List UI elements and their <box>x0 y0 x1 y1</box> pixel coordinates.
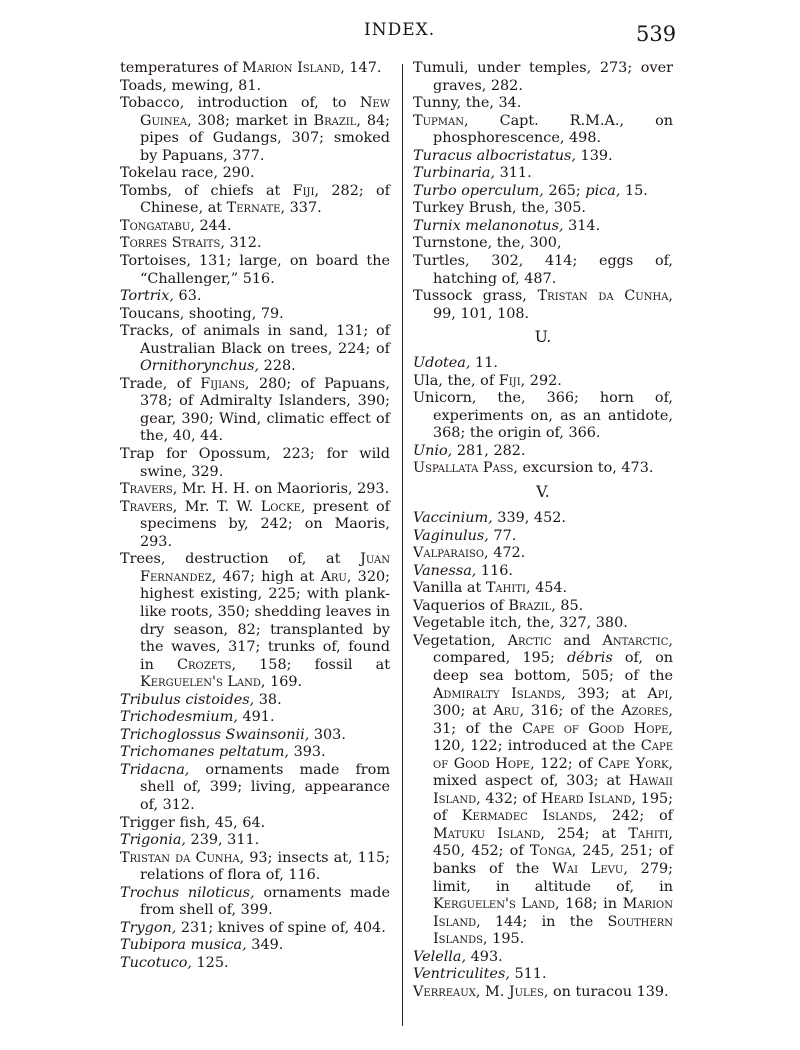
entry-text: 31; of the <box>433 720 523 737</box>
entry-text: 15. <box>620 182 648 199</box>
small-caps-term: Tahiti, <box>628 825 673 842</box>
index-entry <box>413 580 673 598</box>
index-entry <box>413 563 673 581</box>
small-caps-term: Valparaiso, <box>413 545 489 562</box>
entry-text: 85. <box>555 597 584 614</box>
small-caps-term: Torres Straits, <box>120 235 225 252</box>
index-entry <box>413 288 673 323</box>
italic-term: Tribulus cistoides, <box>120 691 255 708</box>
index-entry <box>413 528 673 546</box>
left-index-column <box>120 60 390 972</box>
small-caps-term: Kerguelen's Land, <box>433 896 560 913</box>
page-header <box>0 18 800 52</box>
section-letter-heading: U. <box>534 328 552 347</box>
entry-text: Tumuli, under temples, 273; over graves, 282. <box>413 60 673 94</box>
entry-text: 467; high at <box>216 568 321 585</box>
italic-term: Vaginulus, <box>413 527 489 544</box>
italic-term: Ornithorynchus, <box>140 358 260 375</box>
entry-text: 122; of <box>534 755 598 772</box>
small-caps-term: Fijians, <box>200 375 250 392</box>
italic-term: Turacus albocristatus, <box>413 147 576 164</box>
small-caps-term: Southern Islands, <box>433 913 673 948</box>
small-caps-term: Tongatabu, <box>120 217 195 234</box>
italic-term: débris <box>566 650 613 667</box>
small-caps-term: Aru, <box>320 568 352 585</box>
italic-term: Turbinaria, <box>413 165 496 182</box>
italic-term: Trichomanes peltatum, <box>120 744 290 761</box>
index-entry <box>120 727 390 745</box>
entry-text: 93; insects at, 115; relations of flora of, 116. <box>140 849 390 884</box>
entry-text: 303. <box>309 726 346 743</box>
index-entry <box>120 551 390 691</box>
index-entry <box>120 920 390 938</box>
italic-term: Vanessa, <box>413 562 477 579</box>
entry-text: 228. <box>259 358 296 375</box>
entry-text: 242; of <box>597 808 673 825</box>
entry-text: ornaments made from shell of, 399. <box>140 884 390 919</box>
index-entry <box>413 148 673 166</box>
entry-text: 116. <box>476 562 513 579</box>
entry-text: 393; at <box>565 685 648 702</box>
index-entry <box>413 253 673 288</box>
italic-term: Unio, <box>413 442 453 459</box>
small-caps-term: Uspallata Pass, <box>413 460 518 477</box>
entry-text: 279; limit, in altitude of, in <box>433 860 674 895</box>
entry-text: compared, 195; <box>433 650 567 667</box>
index-entry <box>413 510 673 528</box>
entry-text: Vegetable itch, the, 327, 380. <box>413 615 628 632</box>
entry-text: temperatures of <box>120 60 243 76</box>
entry-text: Mr. T. W. <box>177 498 261 515</box>
small-caps-term: Arctic <box>507 632 552 649</box>
index-entry <box>413 615 673 633</box>
entry-text: 282; of Chinese, at <box>140 182 390 217</box>
small-caps-term: Juan Fernandez, <box>140 551 390 585</box>
entry-text: Tortoises, 131; large, on board the “Challenger,” 516. <box>120 253 390 287</box>
small-caps-term: Azores, <box>621 703 673 720</box>
index-entry <box>413 373 673 391</box>
index-entry <box>413 390 673 443</box>
index-entry <box>413 355 673 373</box>
entry-text: 472. <box>488 545 526 562</box>
index-entry <box>120 218 390 236</box>
index-entry <box>413 984 673 1002</box>
entry-text: 99, 101, 108. <box>433 305 530 322</box>
small-caps-term: Admiralty Islands, <box>433 685 566 702</box>
entry-text: Toucans, shooting, 79. <box>120 305 284 322</box>
entry-text: 454. <box>530 580 568 597</box>
entry-text: 254; at <box>545 825 629 842</box>
small-caps-term: Tristan da Cunha, <box>537 288 673 305</box>
index-entry <box>120 499 390 552</box>
index-entry <box>413 598 673 616</box>
small-caps-term: Tonga, <box>529 843 577 860</box>
entry-text: 195; of <box>433 790 673 825</box>
small-caps-term: Brazil, <box>508 597 556 614</box>
section-letter-heading: V. <box>536 483 550 502</box>
index-entry <box>120 832 390 850</box>
entry-text: Trade, of <box>120 375 201 392</box>
entry-text: Turkey Brush, the, 305. <box>413 200 586 217</box>
italic-term: Vaccinium, <box>413 510 493 527</box>
small-caps-term: Locke, <box>260 498 306 515</box>
small-caps-term: Matuku Island, <box>433 825 545 842</box>
small-caps-term: Kermadec Islands, <box>461 808 598 825</box>
small-caps-term: Brazil, <box>313 112 361 129</box>
entry-text: on turacou 139. <box>548 983 669 1000</box>
entry-text: 245, 251; of banks of the <box>433 843 673 877</box>
small-caps-term: Travers, <box>120 481 178 498</box>
small-caps-term: Hawaii Island, <box>433 773 673 807</box>
index-entry <box>413 60 673 95</box>
entry-text: Tracks, of animals in sand, 131; of Australian Black on trees, 224; of <box>120 323 390 357</box>
entry-text: 320; highest existing, 225; with plank-like roots, 350; shedding leaves in dry season, 82; transplanted by the waves, 317; trunks of, found in <box>140 568 391 673</box>
italic-term: Turbo operculum, <box>413 182 544 199</box>
index-entry <box>120 955 390 973</box>
small-caps-term: Ternate, <box>226 200 286 217</box>
italic-term: Velella, <box>413 948 467 965</box>
index-entry <box>120 183 390 218</box>
entry-text: 432; of <box>480 790 542 807</box>
index-entry <box>120 692 390 710</box>
index-entry <box>120 709 390 727</box>
index-entry <box>120 885 390 920</box>
index-entry <box>120 235 390 253</box>
entry-text: Mr. H. H. on Maorioris, 293. <box>177 481 390 498</box>
entry-text: Tombs, of chiefs at <box>120 182 293 199</box>
entry-text: 311. <box>495 165 532 182</box>
italic-term: pica, <box>585 182 621 199</box>
index-entry <box>120 165 390 183</box>
entry-text: ornaments made from shell of, 399; living, appearance of, 312. <box>140 761 390 813</box>
index-entry <box>413 200 673 218</box>
right-index-column <box>413 60 673 1001</box>
small-caps-term: Travers, <box>120 498 178 515</box>
small-caps-term: Cape York, <box>597 755 674 772</box>
index-entry <box>120 762 390 815</box>
small-caps-term: Tahiti, <box>485 580 531 597</box>
entry-text: 337. <box>285 200 322 217</box>
index-entry <box>120 60 390 78</box>
small-caps-term: Antarctic, <box>602 632 673 649</box>
entry-text: present of specimens by, 242; on Maoris, 293. <box>140 498 390 550</box>
entry-text: Toads, mewing, 81. <box>120 77 262 94</box>
entry-text: 265; <box>543 182 586 199</box>
entry-text: 300; at <box>433 703 494 720</box>
entry-text: 292. <box>525 372 562 389</box>
index-entry <box>413 966 673 984</box>
small-caps-term: Api, <box>647 685 673 702</box>
small-caps-term: Kerguelen's Land, <box>140 674 266 691</box>
entry-text: Tussock grass, <box>413 288 538 305</box>
small-caps-term: Fiji, <box>498 372 526 389</box>
entry-text: Trap for Opossum, 223; for wild swine, 329. <box>120 446 390 480</box>
column-divider <box>402 64 403 1026</box>
entry-text: 125. <box>191 954 229 971</box>
entry-text: of, on deep sea bottom, 505; of the <box>433 650 673 684</box>
index-entry <box>413 95 673 113</box>
italic-term: Udotea, <box>413 355 471 372</box>
entry-text: 312. <box>224 235 262 252</box>
index-entry <box>413 443 673 461</box>
entry-text: 168; in <box>559 896 623 913</box>
italic-term: Trichodesmium, <box>120 709 238 726</box>
entry-text: 77. <box>488 527 517 544</box>
small-caps-term: Tupman, <box>413 112 469 129</box>
index-entry <box>413 218 673 236</box>
entry-text: mixed aspect of, 303; at <box>433 773 629 790</box>
index-entry <box>413 545 673 563</box>
small-caps-term: Fiji, <box>292 182 320 199</box>
entry-text: Turtles, 302, 414; eggs of, hatching of, 487. <box>413 253 673 287</box>
index-entry <box>120 744 390 762</box>
entry-text: Trees, destruction of, at <box>120 551 361 568</box>
index-entry <box>120 253 390 288</box>
index-entry <box>413 949 673 967</box>
small-caps-term: Cape of Good Hope, <box>433 738 673 772</box>
small-caps-term: Marion Island, <box>242 60 345 76</box>
italic-term: Tridacna, <box>120 761 190 778</box>
italic-term: Tubipora musica, <box>120 937 247 954</box>
entry-text: 244. <box>194 217 232 234</box>
index-entry <box>120 323 390 376</box>
entry-text: Capt. R.M.A., on phosphorescence, 498. <box>433 112 673 147</box>
index-entry <box>120 288 390 306</box>
index-entry <box>413 165 673 183</box>
index-entry <box>120 937 390 955</box>
index-entry <box>413 183 673 201</box>
entry-text: Ula, the, of <box>413 372 499 389</box>
entry-text: 308; market in <box>191 112 314 129</box>
index-entry <box>120 95 390 165</box>
entry-text: 11. <box>470 355 498 372</box>
entry-text: 139. <box>575 147 613 164</box>
index-entry <box>413 235 673 253</box>
page-title: INDEX. <box>364 20 436 40</box>
entry-text: and <box>551 632 603 649</box>
entry-text: 169. <box>265 674 303 691</box>
index-entry <box>413 460 673 478</box>
small-caps-term: Marion Island, <box>433 896 673 930</box>
entry-text: Trigger fish, 45, 64. <box>120 814 266 831</box>
index-entry <box>120 815 390 833</box>
entry-text: 450, 452; of <box>433 843 530 860</box>
entry-text: 38. <box>254 691 282 708</box>
italic-term: Tucotuco, <box>120 954 192 971</box>
small-caps-term: Heard Island, <box>541 790 637 807</box>
small-caps-term: Tristan da Cunha, <box>120 849 245 866</box>
entry-text: 316; of the <box>524 703 622 720</box>
italic-term: Trichoglossus Swainsonii, <box>120 726 310 743</box>
entry-text: 493. <box>466 948 503 965</box>
index-entry <box>120 376 390 446</box>
entry-text: Vegetation, <box>413 632 508 649</box>
entry-text: Vanilla at <box>413 580 486 597</box>
entry-text: 195. <box>487 931 525 948</box>
entry-text: 491. <box>237 709 275 726</box>
small-caps-term: New Guinea, <box>140 95 390 129</box>
index-entry <box>120 306 390 324</box>
index-entry <box>413 113 673 148</box>
italic-term: Turnix melanonotus, <box>413 217 564 234</box>
entry-text: excursion to, 473. <box>517 460 654 477</box>
entry-text: 280; of Papuans, 378; of Admiralty Islanders, 390; gear, 390; Wind, climatic effect of the, 40, 44. <box>140 375 391 445</box>
entry-text: 158; fossil at <box>236 656 390 673</box>
entry-text: Tobacco, introduction of, to <box>120 95 360 112</box>
italic-term: Trochus niloticus, <box>120 884 255 901</box>
index-entry <box>120 78 390 96</box>
italic-term: Trygon, <box>120 919 177 936</box>
entry-text: 281, 282. <box>452 442 526 459</box>
index-entry <box>120 481 390 499</box>
entry-text: 339, 452. <box>492 510 566 527</box>
small-caps-term: Wai Levu, <box>552 860 628 877</box>
entry-text: 84; pipes of Gudangs, 307; smoked by Papuans, 377. <box>140 112 391 164</box>
entry-text: 231; knives of spine of, 404. <box>176 919 386 936</box>
small-caps-term: Crozets, <box>176 656 237 673</box>
entry-text: 239, 311. <box>185 832 260 849</box>
entry-text: 349. <box>246 937 284 954</box>
page-number: 539 <box>636 22 677 46</box>
index-entry <box>120 850 390 885</box>
entry-text: 393. <box>289 744 326 761</box>
entry-text: 63. <box>173 288 202 305</box>
italic-term: Trigonia, <box>120 832 186 849</box>
entry-text: 511. <box>509 966 547 983</box>
entry-text: 147. <box>344 60 382 76</box>
entry-text: Vaquerios of <box>413 597 509 614</box>
index-entry <box>120 446 390 481</box>
small-caps-term: Verreaux, M. Jules, <box>413 983 549 1000</box>
entry-text: Tunny, the, 34. <box>413 95 522 112</box>
entry-text: Turnstone, the, 300, <box>413 235 562 252</box>
entry-text: Unicorn, the, 366; horn of, experiments on, as an antidote, 368; the origin of, 366. <box>413 390 673 442</box>
italic-term: Tortrix, <box>120 288 174 305</box>
italic-term: Ventriculites, <box>413 966 510 983</box>
entry-text: 314. <box>563 217 601 234</box>
index-entry <box>413 633 673 949</box>
entry-text: Tokelau race, 290. <box>120 165 255 182</box>
entry-text: 120, 122; introduced at the <box>433 738 641 755</box>
small-caps-term: Aru, <box>493 703 525 720</box>
small-caps-term: Cape of Good Hope, <box>522 720 673 737</box>
entry-text: 144; in the <box>480 913 608 930</box>
